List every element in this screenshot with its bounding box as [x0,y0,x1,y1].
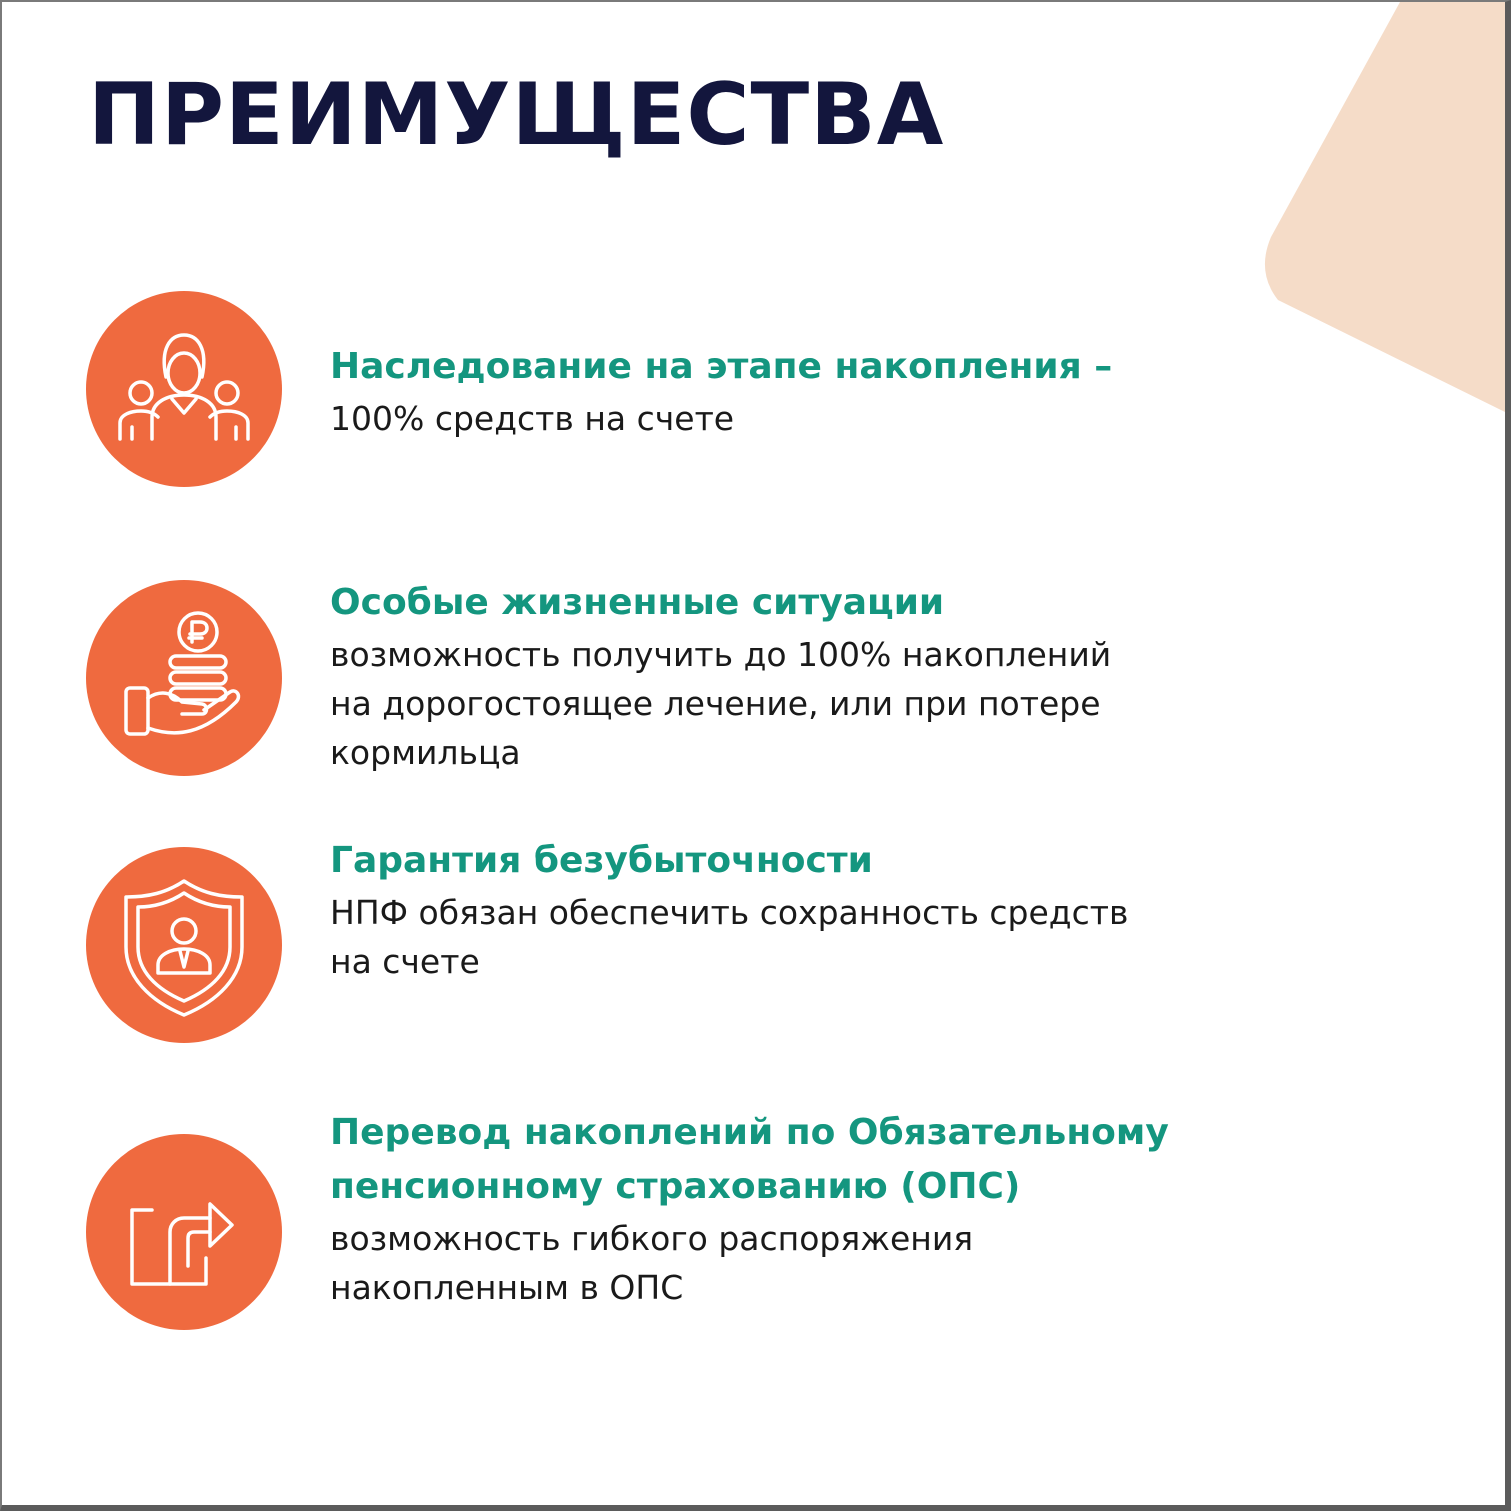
feature-2-title: Особые жизненные ситуации [330,582,945,623]
feature-2-desc-line-1: возможность получить до 100% накоплений [330,635,1112,674]
feature-4-title-line-2: пенсионному страхованию (ОПС) [330,1166,1021,1207]
feature-4 [330,1106,1450,1312]
feature-1-title: Наследование на этапе накопления – [330,346,1113,387]
family-icon [86,291,282,487]
feature-4-icon-circle [86,1134,282,1330]
feature-3-desc-line-1: НПФ обязан обеспечить сохранность средств [330,893,1129,932]
feature-3-icon-circle [86,847,282,1043]
feature-2-icon-circle [86,580,282,776]
feature-4-desc-line-2: накопленным в ОПС [330,1268,684,1307]
feature-2-desc-line-2: на дорогостоящее лечение, или при потере [330,684,1101,723]
feature-1-desc: 100% средств на счете [330,399,735,438]
transfer-arrow-icon [86,1134,282,1330]
feature-4-desc-line-1: возможность гибкого распоряжения [330,1219,974,1258]
shield-person-icon [86,847,282,1043]
feature-4-title-line-1: Перевод накоплений по Обязательному [330,1112,1169,1153]
feature-1-icon-circle [86,291,282,487]
feature-3-title: Гарантия безубыточности [330,840,873,881]
feature-1 [330,340,1450,443]
feature-2-desc-line-3: кормильца [330,733,521,772]
page-title: ПРЕИМУЩЕСТВА [88,65,945,165]
feature-2 [330,576,1450,777]
feature-3 [330,834,1450,986]
hand-with-coins-icon [86,580,282,776]
feature-3-desc-line-2: на счете [330,942,480,981]
